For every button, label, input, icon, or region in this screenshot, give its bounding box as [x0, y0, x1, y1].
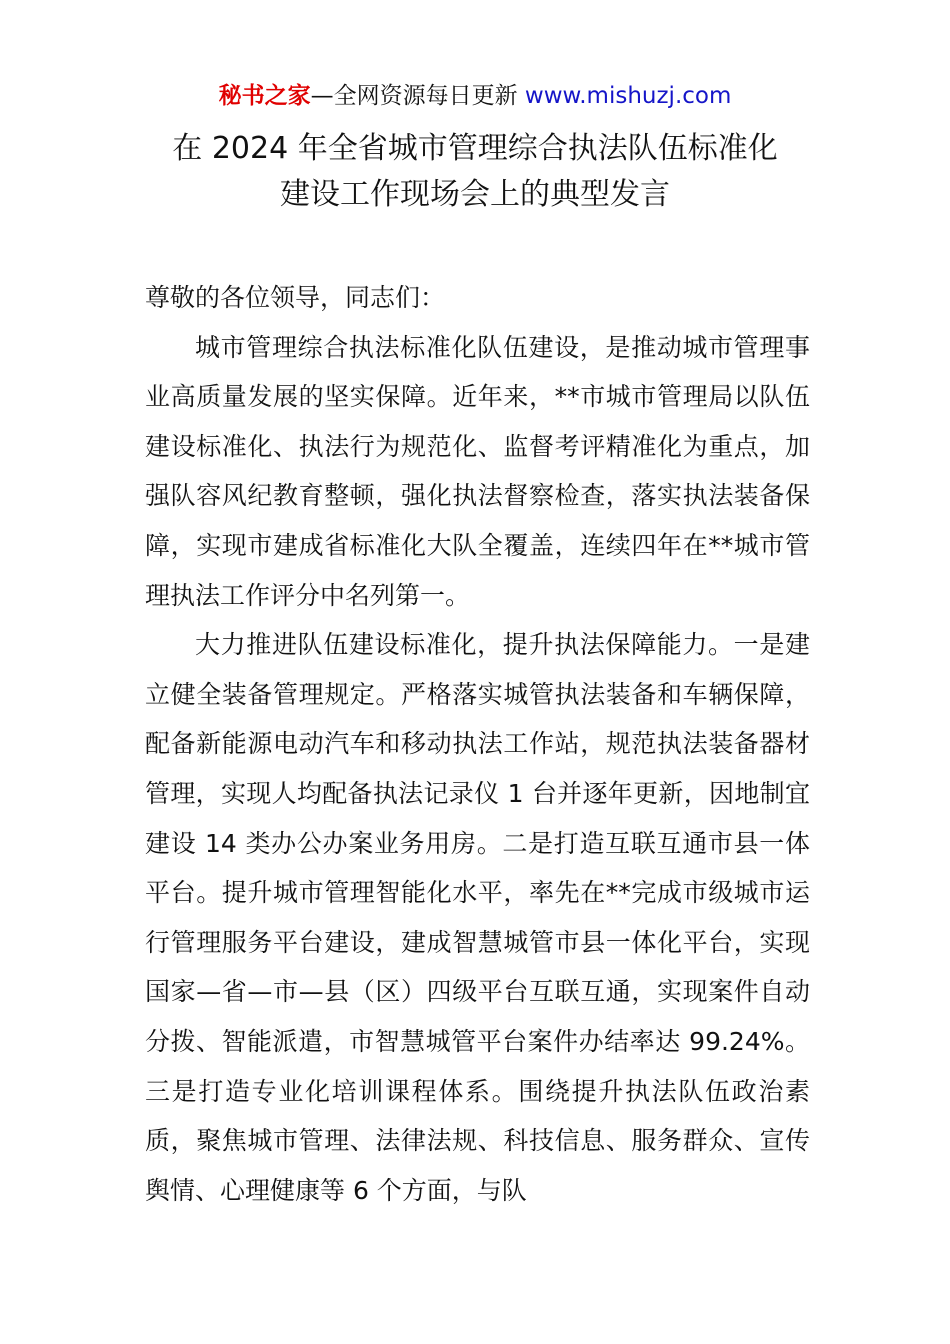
document-title	[0, 126, 950, 218]
title-line-1: 在 2024 年全省城市管理综合执法队伍标准化	[172, 131, 778, 166]
site-url-link[interactable]: www.mishuzj.com	[524, 83, 732, 109]
paragraph-2	[145, 620, 810, 1215]
banner-tagline: —全网资源每日更新	[310, 83, 525, 109]
document-body	[145, 273, 810, 1215]
brand-name: 秘书之家	[218, 83, 311, 109]
paragraph-2-body: 一是建立健全装备管理规定。严格落实城管执法装备和车辆保障，配备新能源电动汽车和移动执法工作站，规范执法装备器材管理，实现人均配备执法记录仪 1 台并逐年更新，因地制宜建设 14 类办公办案业务用房。二是打造互联互通市县一体平台。提升城市管理智能化水平，率先在**完成市级城市运行管理服务平台建设，建成智慧城管市县一体化平台，实现国家—省—市—县（区）四级平台互联互通，实现案件自动分拨、智能派遣，市智慧城管平台案件办结率达 99.24%。三是打造专业化培训课程体系。围绕提升执法队伍政治素质，聚焦城市管理、法律法规、科技信息、服务群众、宣传舆情、心理健康等 6 个方面，与队	[145, 630, 810, 1205]
site-banner	[0, 80, 950, 112]
paragraph-2-heading: 大力推进队伍建设标准化，提升执法保障能力。	[195, 630, 734, 660]
title-line-2: 建设工作现场会上的典型发言	[280, 177, 670, 212]
salutation: 尊敬的各位领导，同志们：	[145, 283, 446, 312]
paragraph-1: 城市管理综合执法标准化队伍建设，是推动城市管理事业高质量发展的坚实保障。近年来，**市城市管理局以队伍建设标准化、执法行为规范化、监督考评精准化为重点，加强队容风纪教育整顿，强化执法督察检查，落实执法装备保障，实现市建成省标准化大队全覆盖，连续四年在**城市管理执法工作评分中名列第一。	[145, 332, 810, 610]
